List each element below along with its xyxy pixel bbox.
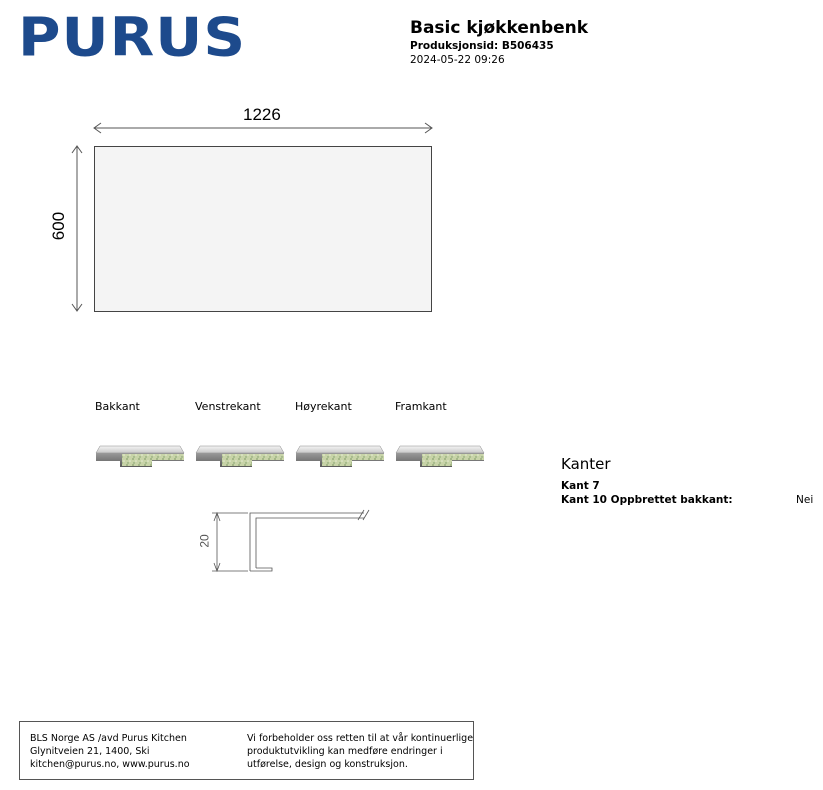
- footer-box: [19, 721, 474, 780]
- footer-right-line: produktutvikling kan medføre endringer i: [247, 746, 443, 757]
- footer-disclaimer: [247, 732, 473, 771]
- profile-thickness-label: 20: [197, 534, 212, 548]
- countertop-outline: [95, 147, 432, 312]
- production-id: Produksjonsid: B506435: [410, 40, 554, 52]
- footer-right-line: utførelse, design og konstruksjon.: [247, 759, 408, 770]
- footer-left-line: kitchen@purus.no, www.purus.no: [30, 759, 190, 770]
- footer-left-line: BLS Norge AS /avd Purus Kitchen: [30, 733, 187, 744]
- edge-thumb-framkant: [396, 446, 484, 467]
- edge-profile-drawing: [212, 510, 369, 571]
- edge-thumb-bakkant: [96, 446, 184, 467]
- height-dimension: [72, 146, 82, 311]
- kanter-line-1: Kant 7: [561, 480, 600, 492]
- kanter-line-2: Kant 10 Oppbrettet bakkant:: [561, 494, 733, 506]
- document-title: Basic kjøkkenbenk: [410, 18, 589, 38]
- edge-label-hoyrekant: Høyrekant: [295, 400, 352, 413]
- kanter-line-2-value: Nei: [796, 494, 814, 506]
- footer-company-info: [30, 732, 190, 771]
- footer-right-line: Vi forbeholder oss retten til at vår kontinuerlige: [247, 733, 474, 744]
- height-label: 600: [49, 211, 68, 241]
- kanter-heading: Kanter: [561, 455, 611, 473]
- edge-label-venstrekant: Venstrekant: [195, 400, 261, 413]
- footer-left-line: Glynitveien 21, 1400, Ski: [30, 746, 150, 757]
- document-datetime: 2024-05-22 09:26: [410, 54, 505, 66]
- purus-logo: PURUS: [18, 6, 247, 69]
- edge-label-framkant: Framkant: [395, 400, 447, 413]
- width-label: 1226: [243, 105, 281, 124]
- edge-label-bakkant: Bakkant: [95, 400, 140, 413]
- edge-thumb-hoyrekant: [296, 446, 384, 467]
- edge-thumb-venstrekant: [196, 446, 284, 467]
